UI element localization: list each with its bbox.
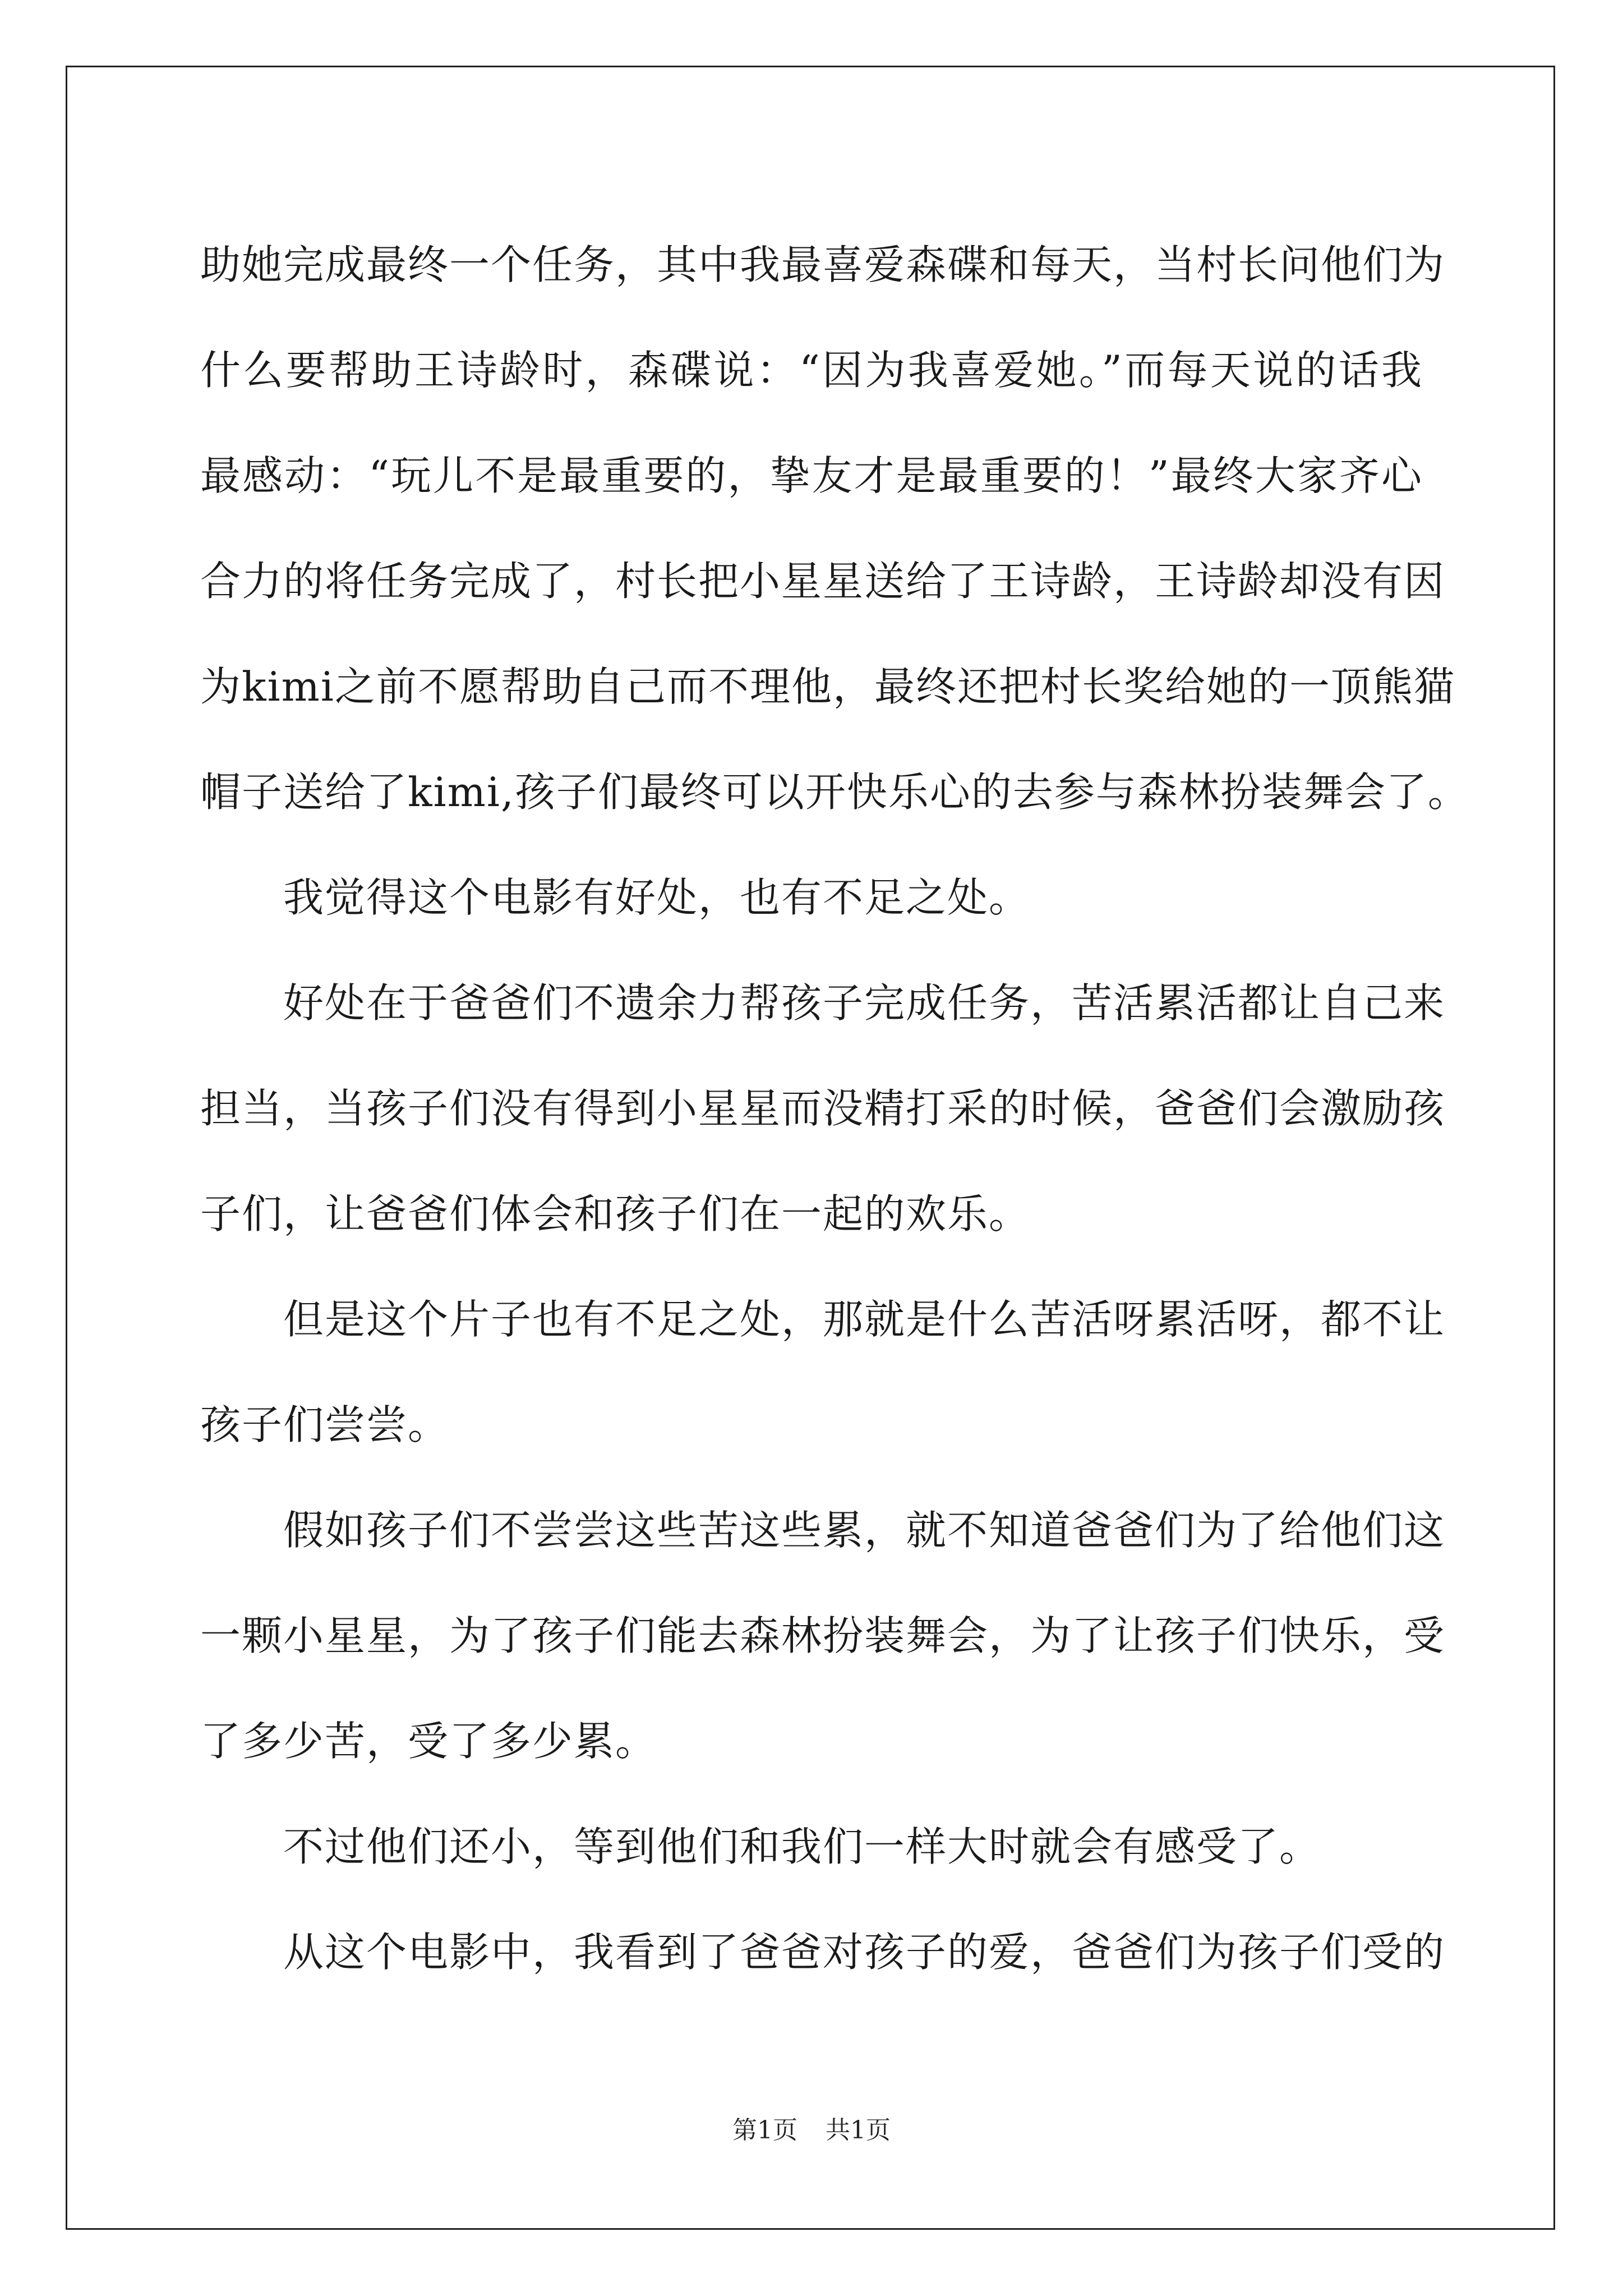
text-line: 助她完成最终一个任务，其中我最喜爱森碟和每天，当村长问他们为 — [200, 241, 1446, 288]
text-line: 一颗小星星，为了孩子们能去森林扮装舞会，为了让孩子们快乐，受 — [200, 1612, 1446, 1659]
text-line: 子们，让爸爸们体会和孩子们在一起的欢乐。 — [200, 1190, 1031, 1237]
text-line: 最感动：“玩儿不是最重要的，挚友才是最重要的！”最终大家齐心 — [200, 452, 1423, 499]
text-line: 什么要帮助王诗龄时，森碟说：“因为我喜爱她。”而每天说的话我 — [200, 347, 1423, 394]
text-line: 不过他们还小，等到他们和我们一样大时就会有感受了。 — [283, 1823, 1321, 1870]
page-footer — [0, 2114, 1623, 2147]
text-line: 了多少苦，受了多少累。 — [200, 1718, 657, 1765]
text-line: 假如孩子们不尝尝这些苦这些累，就不知道爸爸们为了给他们这 — [283, 1507, 1446, 1554]
page-total: 共1页 — [826, 2116, 891, 2145]
text-line: 从这个电影中，我看到了爸爸对孩子的爱，爸爸们为孩子们受的 — [283, 1929, 1446, 1976]
document-body — [200, 212, 1469, 2005]
text-line: 孩子们尝尝。 — [200, 1401, 450, 1448]
text-line: 合力的将任务完成了，村长把小星星送给了王诗龄，王诗龄却没有因 — [200, 558, 1446, 605]
text-line: 为kimi之前不愿帮助自己而不理他，最终还把村长奖给她的一顶熊猫 — [200, 663, 1455, 710]
text-line: 帽子送给了kimi,孩子们最终可以开快乐心的去参与森林扮装舞会了。 — [200, 769, 1469, 816]
text-line: 但是这个片子也有不足之处，那就是什么苦活呀累活呀，都不让 — [283, 1296, 1446, 1343]
text-line: 好处在于爸爸们不遗余力帮孩子完成任务，苦活累活都让自己来 — [283, 979, 1446, 1027]
page-number: 第1页 — [732, 2116, 797, 2145]
text-line: 担当，当孩子们没有得到小星星而没精打采的时候，爸爸们会激励孩 — [200, 1085, 1446, 1132]
text-line: 我觉得这个电影有好处，也有不足之处。 — [283, 874, 1031, 921]
